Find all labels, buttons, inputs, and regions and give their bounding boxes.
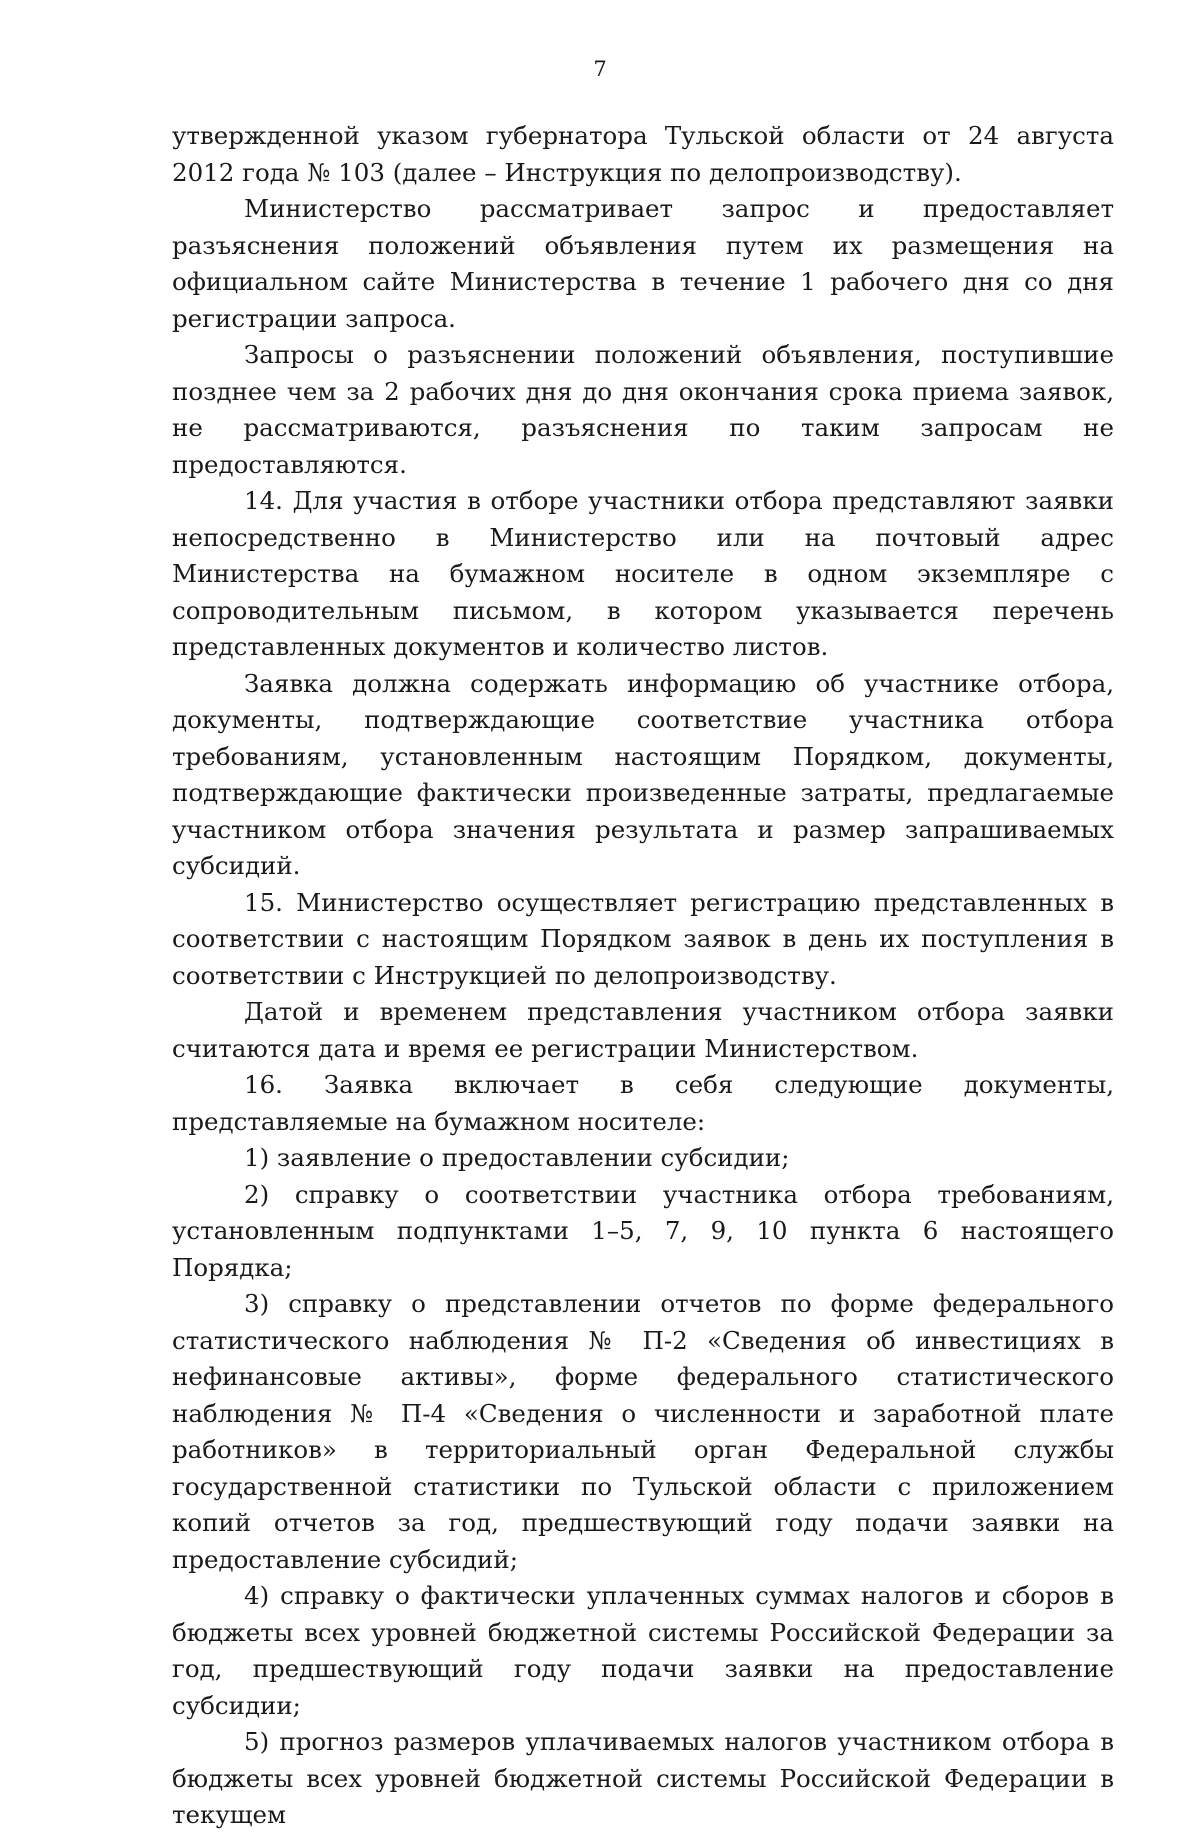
list-item: 2) справку о соответствии участника отбора требованиям, установленным подпунктами 1–5, 7, 9, 10 пункта 6 настоящего Порядка; [172, 1179, 1114, 1282]
paragraph: Запросы о разъяснении положений объявления, поступившие позднее чем за 2 рабочих дня до дня окончания срока приема заявок, не рассматриваются, разъяснения по таким запросам не предоставляются. [172, 340, 1114, 479]
paragraph: Датой и временем представления участником отбора заявки считаются дата и время ее регистрации Министерством. [172, 997, 1114, 1063]
paragraph-item-16: 16. Заявка включает в себя следующие документы, представляемые на бумажном носителе: [172, 1070, 1114, 1136]
paragraph-item-15: 15. Министерство осуществляет регистрацию представленных в соответствии с настоящим Порядком заявок в день их поступления в соответствии с Инструкцией по делопроизводству. [172, 887, 1114, 990]
list-item: 4) справку о фактически уплаченных суммах налогов и сборов в бюджеты всех уровней бюджетной системы Российской Федерации за год, предшествующий году подачи заявки на предоставление субсидии; [172, 1581, 1114, 1720]
paragraph-item-14: 14. Для участия в отборе участники отбора представляют заявки непосредственно в Министерство или на почтовый адрес Министерства на бумажном носителе в одном экземпляре с сопроводительным письмом, в котором указывается перечень представленных документов и количество листов. [172, 486, 1114, 661]
paragraph: Заявка должна содержать информацию об участнике отбора, документы, подтверждающие соответствие участника отбора требованиям, установленным настоящим Порядком, документы, подтверждающие фактически произведенные затраты, предлагаемые участником отбора значения результата и размер запрашиваемых субсидий. [172, 668, 1114, 880]
paragraph-continuation: утвержденной указом губернатора Тульской области от 24 августа 2012 года № 103 (далее – Инструкция по делопроизводству). [172, 121, 1114, 187]
list-item: 3) справку о представлении отчетов по форме федерального статистического наблюдения № П-2 «Сведения об инвестициях в нефинансовые активы», форме федерального статистического наблюдения № П-4 «Сведения о численности и заработной плате работников» в территориальный орган Федеральной службы государственной статистики по Тульской области с приложением копий отчетов за год, предшествующий году подачи заявки на предоставление субсидий; [172, 1289, 1114, 1574]
paragraph: Министерство рассматривает запрос и предоставляет разъяснения положений объявления путем их размещения на официальном сайте Министерства в течение 1 рабочего дня со дня регистрации запроса. [172, 194, 1114, 333]
document-body [172, 118, 1114, 1834]
page-number: 7 [593, 57, 607, 81]
list-item: 5) прогноз размеров уплачиваемых налогов участником отбора в бюджеты всех уровней бюджетной системы Российской Федерации в текущем [172, 1727, 1114, 1829]
list-item: 1) заявление о предоставлении субсидии; [244, 1143, 790, 1172]
